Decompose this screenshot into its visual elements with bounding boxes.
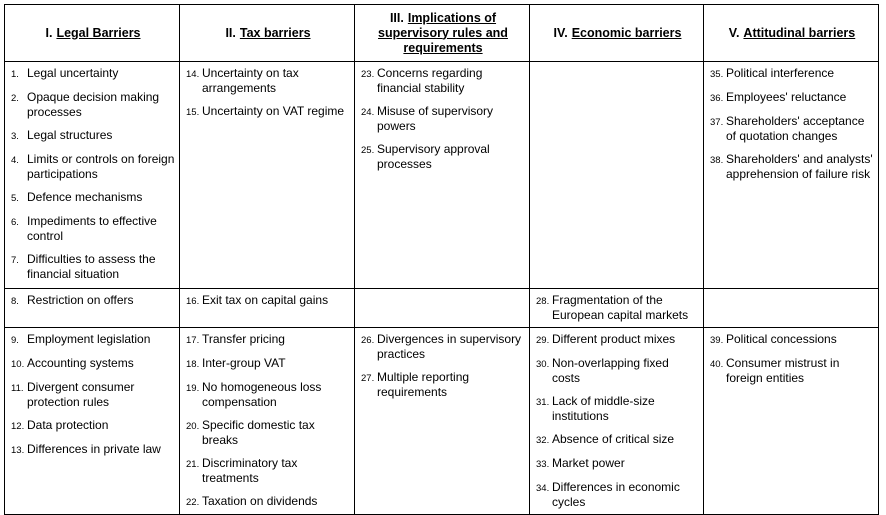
item-number: 25. xyxy=(361,145,375,156)
table-cell xyxy=(180,328,355,515)
item-number: 14. xyxy=(186,69,200,80)
item-text: Differences in economic cycles xyxy=(552,480,680,509)
list-item xyxy=(710,114,874,144)
header-row xyxy=(5,5,879,62)
list-item xyxy=(710,332,874,348)
item-number: 13. xyxy=(11,445,25,456)
table-row xyxy=(5,328,879,515)
table-cell xyxy=(5,62,180,289)
item-number: 40. xyxy=(710,359,724,370)
header-number: I. xyxy=(45,25,53,40)
table-cell xyxy=(180,289,355,328)
item-text: Specific domestic tax breaks xyxy=(202,418,315,447)
list-item xyxy=(710,90,874,106)
header-tax xyxy=(180,5,355,62)
item-text: Divergences in supervisory practices xyxy=(377,332,522,361)
item-text: Difficulties to assess the financial situation xyxy=(27,252,156,281)
item-number: 17. xyxy=(186,335,200,346)
table-cell xyxy=(355,289,530,328)
list-item xyxy=(11,128,175,144)
item-number: 29. xyxy=(536,335,550,346)
list-item xyxy=(536,456,699,472)
list-item xyxy=(361,332,525,362)
item-number: 20. xyxy=(186,421,200,432)
list-item xyxy=(11,332,175,348)
header-number: III. xyxy=(389,10,404,25)
list-item xyxy=(186,380,350,410)
item-number: 1. xyxy=(11,69,19,80)
item-text: Restriction on offers xyxy=(27,293,134,307)
item-text: Different product mixes xyxy=(552,332,676,346)
item-text: Transfer pricing xyxy=(202,332,285,346)
item-number: 32. xyxy=(536,435,550,446)
item-number: 26. xyxy=(361,335,375,346)
header-number: V. xyxy=(728,25,740,40)
item-number: 16. xyxy=(186,296,200,307)
item-text: Differences in private law xyxy=(27,442,161,456)
item-text: Divergent consumer protection rules xyxy=(27,380,135,409)
item-number: 23. xyxy=(361,69,375,80)
list-item xyxy=(11,152,175,182)
list-item xyxy=(361,104,525,134)
item-text: Non-overlapping fixed costs xyxy=(552,356,669,385)
header-number: IV. xyxy=(553,25,568,40)
item-text: Employment legislation xyxy=(27,332,151,346)
list-item xyxy=(11,214,175,244)
item-number: 7. xyxy=(11,255,19,266)
item-text: Legal uncertainty xyxy=(27,66,119,80)
item-text: Multiple reporting requirements xyxy=(377,370,470,399)
item-number: 39. xyxy=(710,335,724,346)
item-number: 21. xyxy=(186,459,200,470)
list-item xyxy=(186,293,350,309)
table-cell xyxy=(530,62,704,289)
list-item xyxy=(11,418,175,434)
list-item xyxy=(186,456,350,486)
list-item xyxy=(536,293,699,323)
table-cell xyxy=(5,328,180,515)
item-text: Misuse of supervisory powers xyxy=(377,104,494,133)
list-item xyxy=(11,356,175,372)
item-text: Data protection xyxy=(27,418,109,432)
item-number: 2. xyxy=(11,93,19,104)
item-text: Employees' reluctance xyxy=(726,90,847,104)
item-number: 15. xyxy=(186,107,200,118)
item-number: 34. xyxy=(536,483,550,494)
list-item xyxy=(710,356,874,386)
item-number: 6. xyxy=(11,217,19,228)
header-attitudinal xyxy=(704,5,879,62)
item-text: Defence mechanisms xyxy=(27,190,143,204)
list-item xyxy=(11,66,175,82)
item-text: Legal structures xyxy=(27,128,113,142)
list-item xyxy=(11,252,175,282)
table-cell xyxy=(355,62,530,289)
header-title: Attitudinal barriers xyxy=(743,25,856,40)
table-cell xyxy=(355,328,530,515)
item-number: 11. xyxy=(11,383,24,394)
header-supervisory xyxy=(355,5,530,62)
item-number: 35. xyxy=(710,69,724,80)
item-text: Market power xyxy=(552,456,625,470)
header-title: Tax barriers xyxy=(239,25,311,40)
list-item xyxy=(11,442,175,458)
list-item xyxy=(11,293,175,309)
table-cell xyxy=(704,289,879,328)
header-title: Implications of supervisory rules and requirements xyxy=(378,10,508,55)
list-item xyxy=(710,66,874,82)
item-number: 22. xyxy=(186,497,200,508)
item-text: Accounting systems xyxy=(27,356,134,370)
item-text: Political concessions xyxy=(726,332,837,346)
list-item xyxy=(361,370,525,400)
header-legal xyxy=(5,5,180,62)
list-item xyxy=(11,190,175,206)
item-number: 37. xyxy=(710,117,724,128)
item-number: 28. xyxy=(536,296,550,307)
item-text: Exit tax on capital gains xyxy=(202,293,329,307)
item-text: Inter-group VAT xyxy=(202,356,286,370)
item-number: 24. xyxy=(361,107,375,118)
list-item xyxy=(186,332,350,348)
item-number: 38. xyxy=(710,155,724,166)
list-item xyxy=(536,394,699,424)
item-text: No homogeneous loss compensation xyxy=(202,380,322,409)
item-number: 19. xyxy=(186,383,200,394)
table-row xyxy=(5,289,879,328)
barriers-table xyxy=(4,4,879,515)
item-number: 33. xyxy=(536,459,550,470)
item-text: Taxation on dividends xyxy=(202,494,318,508)
item-number: 27. xyxy=(361,373,375,384)
list-item xyxy=(11,380,175,410)
item-text: Supervisory approval processes xyxy=(377,142,490,171)
header-title: Legal Barriers xyxy=(56,25,141,40)
item-number: 5. xyxy=(11,193,19,204)
item-number: 36. xyxy=(710,93,724,104)
item-text: Fragmentation of the European capital markets xyxy=(552,293,689,322)
item-text: Opaque decision making processes xyxy=(27,90,160,119)
list-item xyxy=(536,432,699,448)
item-text: Political interference xyxy=(726,66,835,80)
item-text: Concerns regarding financial stability xyxy=(377,66,483,95)
item-text: Discriminatory tax treatments xyxy=(202,456,298,485)
item-text: Limits or controls on foreign participations xyxy=(27,152,175,181)
item-number: 3. xyxy=(11,131,19,142)
item-text: Consumer mistrust in foreign entities xyxy=(726,356,840,385)
list-item xyxy=(186,494,350,510)
list-item xyxy=(536,332,699,348)
item-text: Shareholders' acceptance of quotation changes xyxy=(726,114,865,143)
list-item xyxy=(361,142,525,172)
list-item xyxy=(536,356,699,386)
item-text: Shareholders' and analysts' apprehension of failure risk xyxy=(726,152,873,181)
table-cell xyxy=(180,62,355,289)
item-text: Uncertainty on tax arrangements xyxy=(202,66,299,95)
list-item xyxy=(361,66,525,96)
list-item xyxy=(186,66,350,96)
item-number: 12. xyxy=(11,421,25,432)
item-number: 4. xyxy=(11,155,19,166)
table-row xyxy=(5,62,879,289)
item-text: Impediments to effective control xyxy=(27,214,157,243)
list-item xyxy=(11,90,175,120)
list-item xyxy=(186,418,350,448)
table-cell xyxy=(530,289,704,328)
item-number: 18. xyxy=(186,359,200,370)
item-number: 8. xyxy=(11,296,19,307)
list-item xyxy=(186,356,350,372)
table-cell xyxy=(704,328,879,515)
header-number: II. xyxy=(225,25,236,40)
item-number: 31. xyxy=(536,397,550,408)
item-number: 30. xyxy=(536,359,550,370)
list-item xyxy=(536,480,699,510)
item-number: 10. xyxy=(11,359,25,370)
table-cell xyxy=(5,289,180,328)
item-text: Uncertainty on VAT regime xyxy=(202,104,345,118)
table-cell xyxy=(530,328,704,515)
header-economic xyxy=(530,5,704,62)
table-cell xyxy=(704,62,879,289)
list-item xyxy=(186,104,350,120)
header-title: Economic barriers xyxy=(571,25,682,40)
item-text: Absence of critical size xyxy=(552,432,675,446)
list-item xyxy=(710,152,874,182)
item-number: 9. xyxy=(11,335,19,346)
item-text: Lack of middle-size institutions xyxy=(552,394,655,423)
